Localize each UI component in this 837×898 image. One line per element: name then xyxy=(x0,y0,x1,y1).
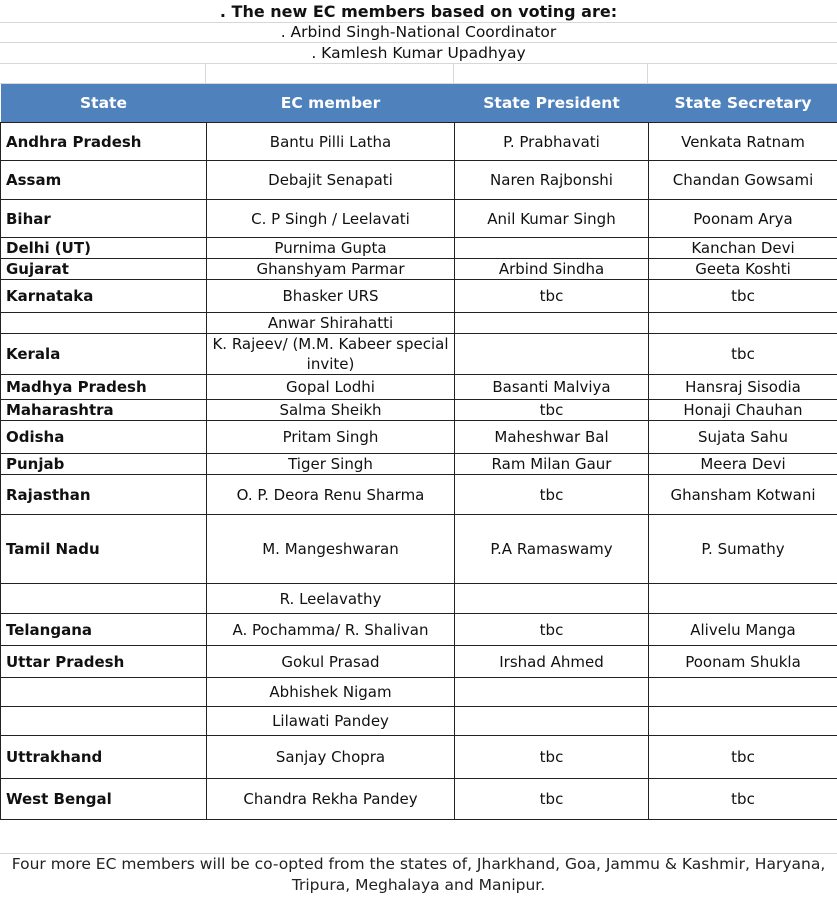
table-row xyxy=(1,200,837,238)
state-cell: Andhra Pradesh xyxy=(1,123,207,161)
ec-member-cell: Gopal Lodhi xyxy=(207,375,455,400)
state-president-cell xyxy=(455,238,649,259)
ec-member-cell: Anwar Shirahatti xyxy=(207,313,455,334)
ec-member-cell: Bhasker URS xyxy=(207,280,455,313)
state-cell: Bihar xyxy=(1,200,207,238)
ec-member-cell: M. Mangeshwaran xyxy=(207,515,455,584)
table-row xyxy=(1,678,837,707)
ec-member-cell: Gokul Prasad xyxy=(207,646,455,678)
ec-member-cell: R. Leelavathy xyxy=(207,584,455,614)
coordinator-line: . Arbind Singh-National Coordinator xyxy=(0,22,837,43)
state-secretary-cell: Venkata Ratnam xyxy=(649,123,837,161)
state-president-cell: tbc xyxy=(455,400,649,421)
state-president-cell: Naren Rajbonshi xyxy=(455,161,649,200)
column-header-state-secretary: State Secretary xyxy=(649,84,837,123)
state-president-cell: P. Prabhavati xyxy=(455,123,649,161)
state-secretary-cell: Kanchan Devi xyxy=(649,238,837,259)
table-row xyxy=(1,400,837,421)
state-president-cell: tbc xyxy=(455,475,649,515)
state-cell: Delhi (UT) xyxy=(1,238,207,259)
state-cell: Punjab xyxy=(1,454,207,475)
state-cell xyxy=(1,584,207,614)
column-header-state: State xyxy=(1,84,207,123)
table-row xyxy=(1,475,837,515)
state-president-cell: tbc xyxy=(455,280,649,313)
state-cell xyxy=(1,707,207,736)
state-cell: Kerala xyxy=(1,334,207,375)
state-secretary-cell: tbc xyxy=(649,736,837,779)
state-president-cell: Irshad Ahmed xyxy=(455,646,649,678)
state-president-cell: Maheshwar Bal xyxy=(455,421,649,454)
ec-member-cell: Abhishek Nigam xyxy=(207,678,455,707)
ec-members-table xyxy=(0,84,837,820)
table-row xyxy=(1,779,837,820)
state-cell: Odisha xyxy=(1,421,207,454)
state-president-cell: Basanti Malviya xyxy=(455,375,649,400)
table-row xyxy=(1,584,837,614)
state-cell: Rajasthan xyxy=(1,475,207,515)
table-row xyxy=(1,707,837,736)
ec-member-cell: K. Rajeev/ (M.M. Kabeer special invite) xyxy=(207,334,455,375)
state-secretary-cell xyxy=(649,313,837,334)
ec-member-cell: Sanjay Chopra xyxy=(207,736,455,779)
state-cell: Gujarat xyxy=(1,259,207,280)
ec-member-cell: Tiger Singh xyxy=(207,454,455,475)
table-row xyxy=(1,238,837,259)
table-row xyxy=(1,454,837,475)
state-president-cell: Ram Milan Gaur xyxy=(455,454,649,475)
state-secretary-cell: tbc xyxy=(649,779,837,820)
state-president-cell: P.A Ramaswamy xyxy=(455,515,649,584)
state-president-cell: tbc xyxy=(455,736,649,779)
state-president-cell xyxy=(455,707,649,736)
state-president-cell: Anil Kumar Singh xyxy=(455,200,649,238)
state-secretary-cell: tbc xyxy=(649,334,837,375)
state-secretary-cell: Geeta Koshti xyxy=(649,259,837,280)
ec-member-cell: Purnima Gupta xyxy=(207,238,455,259)
state-president-cell: Arbind Sindha xyxy=(455,259,649,280)
state-secretary-cell: Hansraj Sisodia xyxy=(649,375,837,400)
table-row xyxy=(1,614,837,646)
state-secretary-cell: Honaji Chauhan xyxy=(649,400,837,421)
state-secretary-cell: Ghansham Kotwani xyxy=(649,475,837,515)
state-cell xyxy=(1,678,207,707)
table-row xyxy=(1,313,837,334)
state-cell: Assam xyxy=(1,161,207,200)
table-row xyxy=(1,259,837,280)
footer-note: Four more EC members will be co-opted from the states of, Jharkhand, Goa, Jammu & Kashmir, Haryana, Tripura, Meghalaya and Manipur. xyxy=(0,853,837,898)
table-row xyxy=(1,736,837,779)
state-secretary-cell: Meera Devi xyxy=(649,454,837,475)
state-president-cell xyxy=(455,584,649,614)
state-president-cell: tbc xyxy=(455,779,649,820)
state-secretary-cell: P. Sumathy xyxy=(649,515,837,584)
state-cell: Maharashtra xyxy=(1,400,207,421)
table-row xyxy=(1,421,837,454)
table-row xyxy=(1,280,837,313)
state-secretary-cell: Poonam Arya xyxy=(649,200,837,238)
ec-member-cell: Salma Sheikh xyxy=(207,400,455,421)
state-cell xyxy=(1,313,207,334)
ec-member-cell: Ghanshyam Parmar xyxy=(207,259,455,280)
member-line: . Kamlesh Kumar Upadhyay xyxy=(0,43,837,64)
table-row xyxy=(1,334,837,375)
table-header-row xyxy=(1,84,837,123)
state-secretary-cell xyxy=(649,707,837,736)
state-cell: Madhya Pradesh xyxy=(1,375,207,400)
state-president-cell: tbc xyxy=(455,614,649,646)
state-secretary-cell: Alivelu Manga xyxy=(649,614,837,646)
ec-member-cell: O. P. Deora Renu Sharma xyxy=(207,475,455,515)
state-cell: West Bengal xyxy=(1,779,207,820)
ec-member-cell: Pritam Singh xyxy=(207,421,455,454)
state-secretary-cell: Poonam Shukla xyxy=(649,646,837,678)
table-row xyxy=(1,123,837,161)
state-president-cell xyxy=(455,334,649,375)
ec-member-cell: Bantu Pilli Latha xyxy=(207,123,455,161)
state-secretary-cell xyxy=(649,678,837,707)
state-cell: Uttrakhand xyxy=(1,736,207,779)
state-cell: Uttar Pradesh xyxy=(1,646,207,678)
column-header-ec-member: EC member xyxy=(207,84,455,123)
ec-member-cell: Lilawati Pandey xyxy=(207,707,455,736)
table-row xyxy=(1,161,837,200)
state-secretary-cell: Chandan Gowsami xyxy=(649,161,837,200)
table-row xyxy=(1,515,837,584)
state-cell: Tamil Nadu xyxy=(1,515,207,584)
state-secretary-cell xyxy=(649,584,837,614)
state-cell: Karnataka xyxy=(1,280,207,313)
state-cell: Telangana xyxy=(1,614,207,646)
table-row xyxy=(1,646,837,678)
ec-member-cell: C. P Singh / Leelavati xyxy=(207,200,455,238)
table-row xyxy=(1,375,837,400)
state-president-cell xyxy=(455,678,649,707)
state-secretary-cell: tbc xyxy=(649,280,837,313)
column-header-state-president: State President xyxy=(455,84,649,123)
ec-member-cell: Debajit Senapati xyxy=(207,161,455,200)
document-title: . The new EC members based on voting are: xyxy=(0,0,837,23)
spacer-row xyxy=(0,64,837,84)
state-president-cell xyxy=(455,313,649,334)
ec-member-cell: A. Pochamma/ R. Shalivan xyxy=(207,614,455,646)
ec-member-cell: Chandra Rekha Pandey xyxy=(207,779,455,820)
state-secretary-cell: Sujata Sahu xyxy=(649,421,837,454)
